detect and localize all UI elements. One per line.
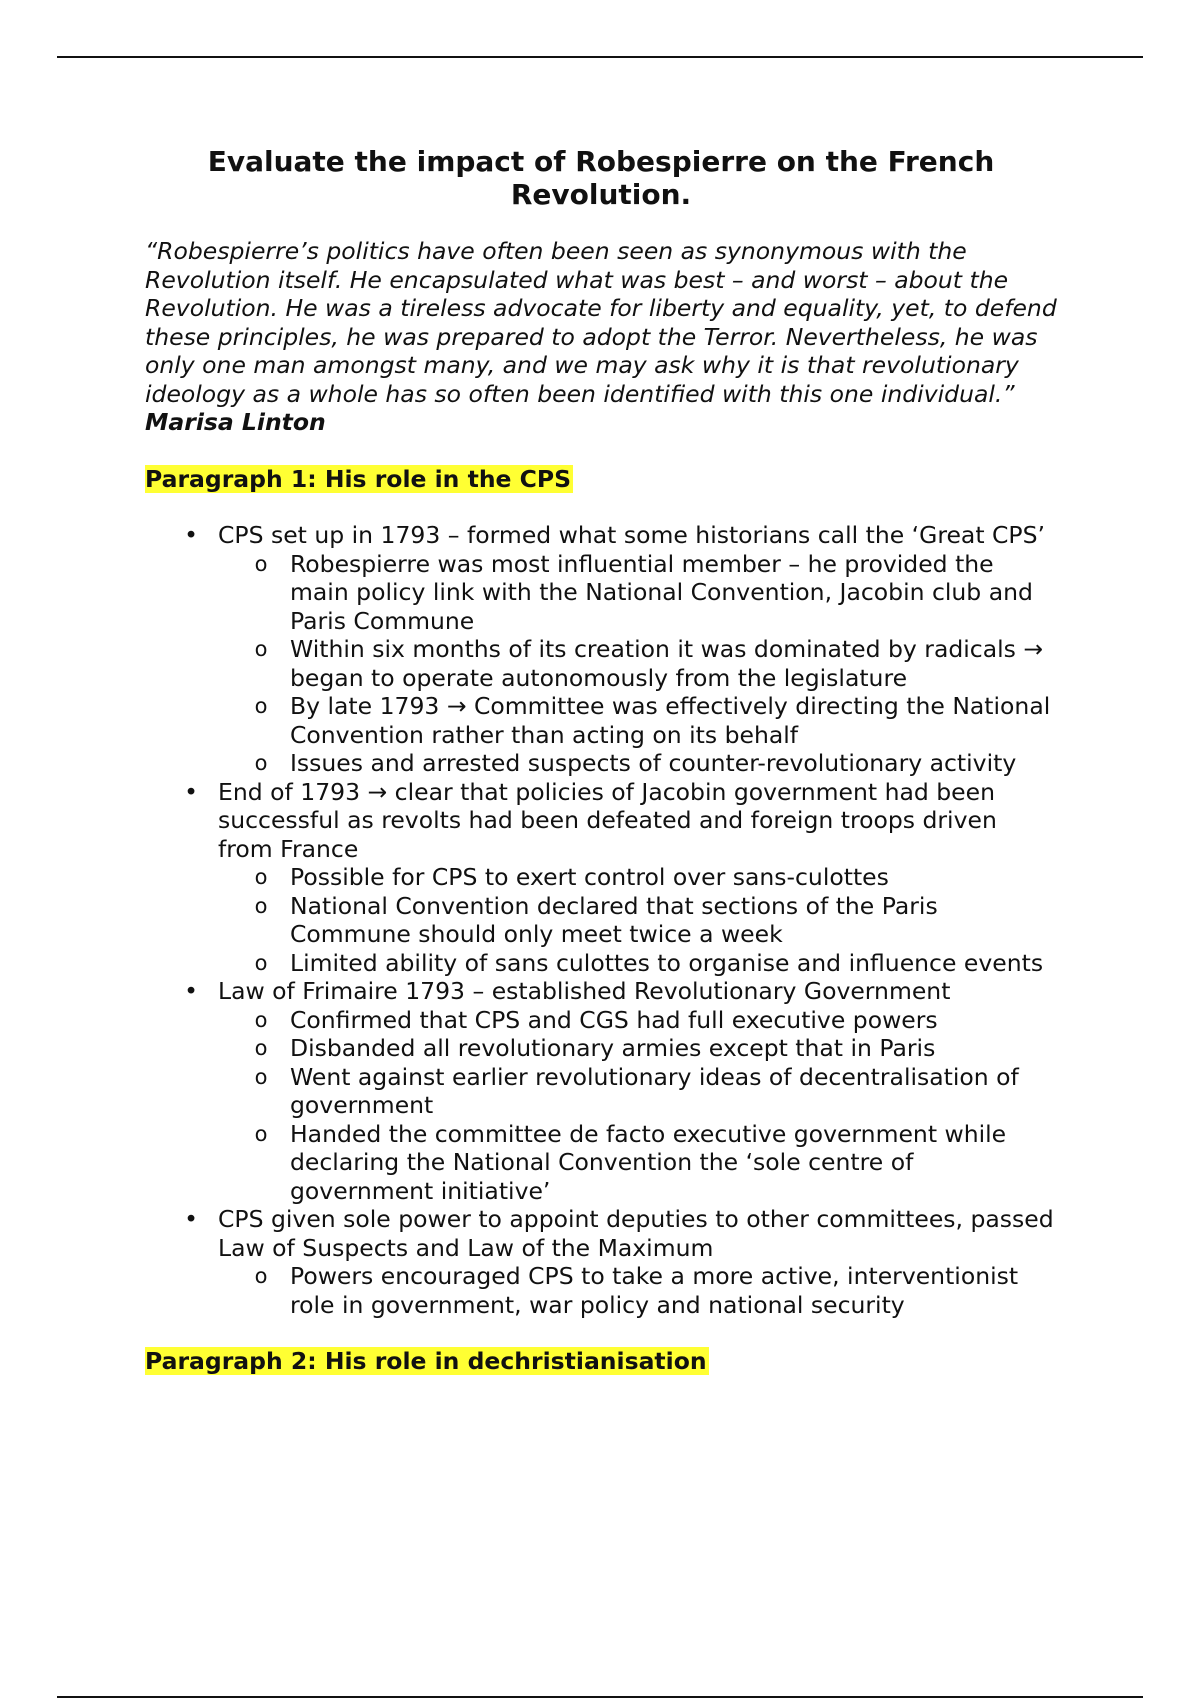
list-item bbox=[145, 1205, 1057, 1319]
bullet-icon: • bbox=[184, 1205, 198, 1233]
bullet-icon: • bbox=[184, 521, 198, 549]
sub-list bbox=[218, 863, 1057, 977]
opening-quote: “Robespierre’s politics have often been seen as synonymous with the Revolution itself. He encapsulated what was best – and worst – about the Revolution. He was a tireless advocate for liberty and equality, yet, to defend these principles, he was prepared to adopt the Terror. Nevertheless, he was only one man amongst many, and we may ask why it is that revolutionary ideology as a whole has so often been identified with this one individual.” bbox=[145, 237, 1057, 408]
list-item-text: End of 1793 → clear that policies of Jacobin government had been successful as revolts had been defeated and foreign troops driven from France bbox=[218, 777, 997, 863]
sub-bullet-icon: o bbox=[254, 865, 268, 889]
sub-list-item bbox=[218, 1063, 1057, 1120]
document-page bbox=[145, 145, 1057, 1404]
sub-list-item-text: Robespierre was most influential member – he provided the main policy link with the National Convention, Jacobin club and Paris Commune bbox=[290, 549, 1033, 635]
paragraph-1-bullet-list bbox=[145, 521, 1057, 1319]
sub-list-item bbox=[218, 1034, 1057, 1063]
sub-list bbox=[218, 1006, 1057, 1206]
sub-list-item-text: Limited ability of sans culottes to organise and influence events bbox=[290, 948, 1044, 977]
sub-list bbox=[218, 1262, 1057, 1319]
sub-list-item bbox=[218, 692, 1057, 749]
sub-list-item-text: Possible for CPS to exert control over sans-culottes bbox=[290, 863, 889, 891]
paragraph-2-heading-text: Paragraph 2: His role in dechristianisation bbox=[145, 1347, 707, 1375]
sub-list-item bbox=[218, 1006, 1057, 1035]
paragraph-1-heading-text: Paragraph 1: His role in the CPS bbox=[145, 464, 572, 493]
sub-list-item-text: Handed the committee de facto executive government while declaring the National Convention the ‘sole centre of government initiative’ bbox=[290, 1119, 1007, 1205]
sub-list-item bbox=[218, 892, 1057, 949]
header-rule bbox=[57, 56, 1143, 58]
quote-author: Marisa Linton bbox=[145, 408, 326, 436]
sub-bullet-icon: o bbox=[254, 893, 268, 918]
sub-list-item bbox=[218, 1262, 1057, 1319]
sub-bullet-icon: o bbox=[254, 551, 268, 576]
sub-list-item-text: Powers encouraged CPS to take a more active, interventionist role in government, war policy and national security bbox=[290, 1262, 1019, 1319]
sub-bullet-icon: o bbox=[254, 1036, 268, 1060]
sub-list-item bbox=[218, 749, 1057, 778]
sub-list-item bbox=[218, 550, 1057, 636]
sub-list-item-text: Issues and arrested suspects of counter-revolutionary activity bbox=[290, 749, 1017, 777]
sub-list-item-text: Went against earlier revolutionary ideas of decentralisation of government bbox=[290, 1062, 1019, 1119]
bullet-icon: • bbox=[184, 777, 198, 806]
sub-list-item-text: By late 1793 → Committee was effectively directing the National Convention rather than acting on its behalf bbox=[290, 692, 1051, 749]
sub-bullet-icon: o bbox=[254, 1264, 268, 1288]
sub-list-item bbox=[218, 1120, 1057, 1206]
sub-bullet-icon: o bbox=[254, 950, 268, 975]
list-item bbox=[145, 521, 1057, 778]
list-item-text: CPS set up in 1793 – formed what some historians call the ‘Great CPS’ bbox=[218, 521, 1045, 549]
sub-bullet-icon: o bbox=[254, 751, 268, 775]
sub-list-item bbox=[218, 949, 1057, 978]
paragraph-2-heading bbox=[145, 1347, 1057, 1376]
bullet-icon: • bbox=[184, 977, 198, 1005]
sub-list-item bbox=[218, 863, 1057, 892]
paragraph-1-heading bbox=[145, 465, 1057, 494]
sub-list-item-text: National Convention declared that sections of the Paris Commune should only meet twice a week bbox=[290, 891, 938, 948]
sub-bullet-icon: o bbox=[254, 1064, 268, 1089]
sub-list-item-text: Confirmed that CPS and CGS had full executive powers bbox=[290, 1005, 938, 1034]
sub-bullet-icon: o bbox=[254, 1007, 268, 1032]
sub-bullet-icon: o bbox=[254, 694, 268, 718]
list-item-text: Law of Frimaire 1793 – established Revolutionary Government bbox=[218, 977, 951, 1005]
list-item-text: CPS given sole power to appoint deputies to other committees, passed Law of Suspects and Law of the Maximum bbox=[218, 1205, 1054, 1262]
document-title: Evaluate the impact of Robespierre on the French Revolution. bbox=[207, 145, 995, 211]
footer-rule bbox=[57, 1696, 1143, 1698]
list-item bbox=[145, 977, 1057, 1205]
sub-bullet-icon: o bbox=[254, 637, 268, 661]
sub-list bbox=[218, 550, 1057, 778]
sub-list-item bbox=[218, 635, 1057, 692]
list-item bbox=[145, 778, 1057, 978]
sub-bullet-icon: o bbox=[254, 1121, 268, 1146]
sub-list-item-text: Disbanded all revolutionary armies except that in Paris bbox=[290, 1034, 936, 1062]
sub-list-item-text: Within six months of its creation it was dominated by radicals → began to operate autonomously from the legislature bbox=[290, 635, 1044, 692]
